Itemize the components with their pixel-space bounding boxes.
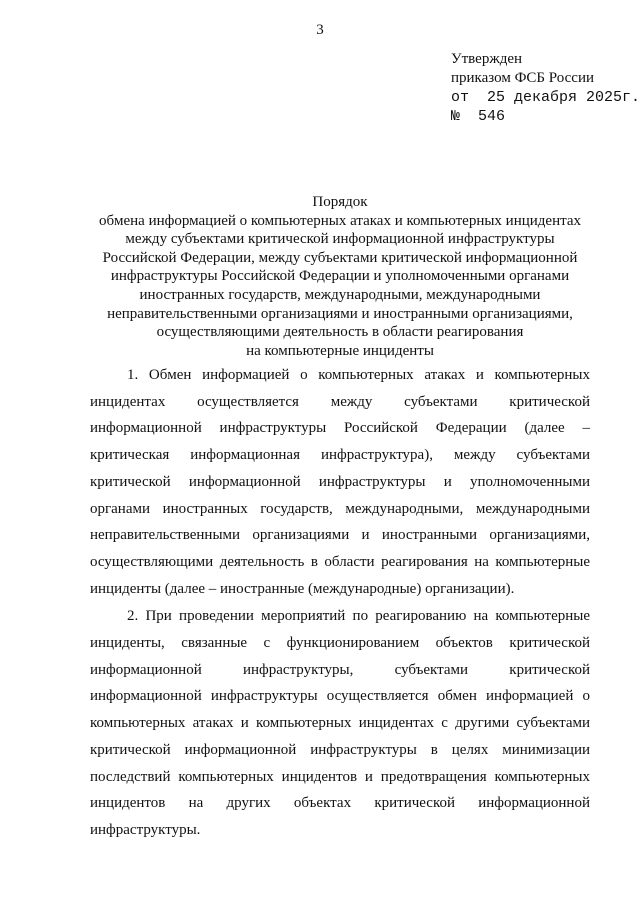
page-number: 3 <box>316 22 324 38</box>
title-line: Российской Федерации, между субъектами критической информационной <box>102 249 578 266</box>
title-line: между субъектами критической информационной инфраструктуры <box>125 231 555 248</box>
title-line: неправительственными организациями и иностранными организациями, <box>107 305 573 322</box>
approval-date: от 25 декабря 2025г. <box>451 89 640 106</box>
approval-number: № 546 <box>451 108 506 125</box>
approval-stamp <box>451 50 640 126</box>
paragraph-1: 1. Обмен информацией о компьютерных атаках и компьютерных инцидентах осуществляется между субъектами критической информационной инфраструктуры Российской Федерации (далее – критическая информационная инфраструктура), между субъектами критической информационной инфраструктуры и уполномоченными органами иностранных государств, международными, международными неправительственными организациями и иностранными организациями, осуществляющими деятельность в области реагирования на компьютерные инциденты (далее – иностранные (международные) организации). <box>90 367 590 597</box>
paragraph-2: 2. При проведении мероприятий по реагированию на компьютерные инциденты, связанные с функционированием объектов критической информационной инфраструктуры, субъектами критической информационной инфраструктуры осуществляется обмен информацией о компьютерных атаках и компьютерных инцидентах с другими субъектами критической информационной инфраструктуры в целях минимизации последствий компьютерных инцидентов и предотвращения компьютерных инцидентов на других объектах критической информационной инфраструктуры. <box>90 608 590 838</box>
approval-line-approved: Утвержден <box>451 51 523 67</box>
title-line: на компьютерные инциденты <box>246 342 434 359</box>
title-line: иностранных государств, международными, международными <box>139 286 541 303</box>
title-line: обмена информацией о компьютерных атаках и компьютерных инцидентах <box>99 212 581 229</box>
title-heading: Порядок <box>312 194 368 210</box>
title-line: осуществляющими деятельность в области реагирования <box>156 324 524 341</box>
approval-line-order: приказом ФСБ России <box>451 70 594 86</box>
document-body <box>90 362 590 844</box>
document-title <box>90 193 590 360</box>
title-line: инфраструктуры Российской Федерации и уполномоченными органами <box>110 268 570 285</box>
